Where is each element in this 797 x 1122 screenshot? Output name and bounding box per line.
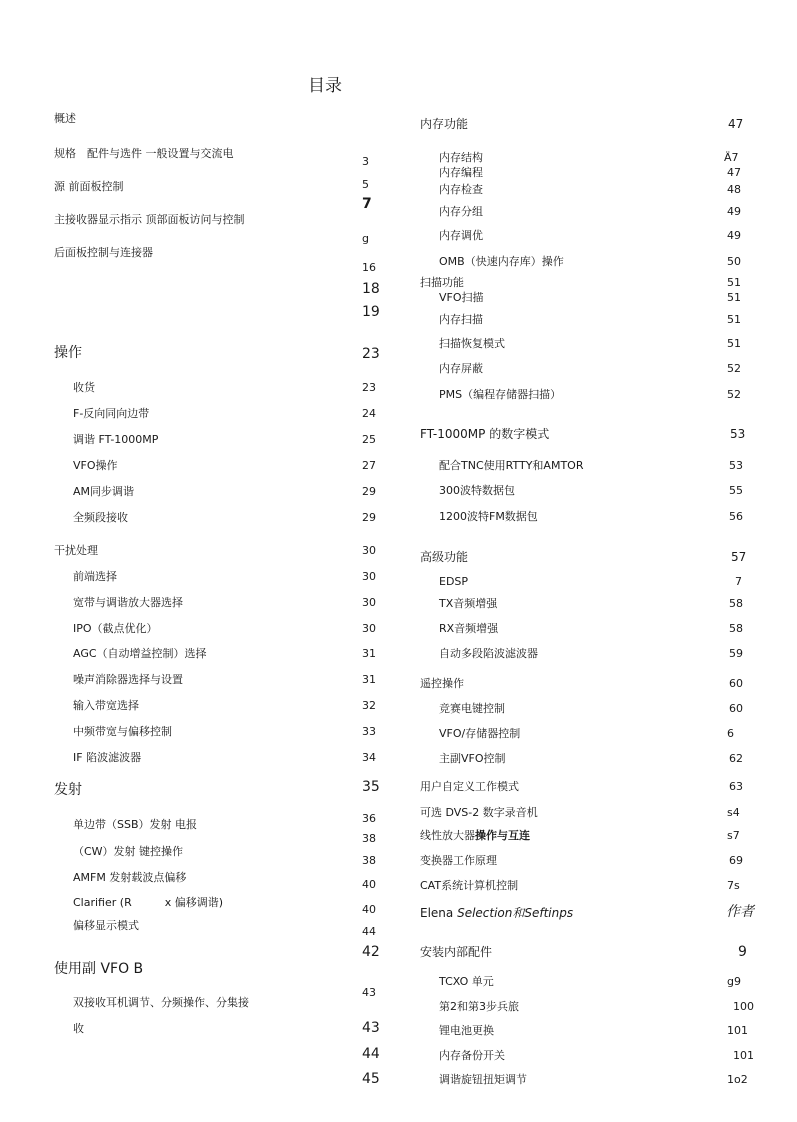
toc-entry: AMFM 发射载波点偏移 bbox=[73, 871, 187, 884]
page-number: 30 bbox=[362, 544, 376, 557]
toc-entry: RX音频增强 bbox=[439, 622, 499, 635]
page-number: 5 bbox=[362, 178, 369, 191]
toc-entry: 源 前面板控制 bbox=[54, 180, 124, 193]
toc-entry: EDSP bbox=[439, 575, 469, 588]
toc-entry: PMS（编程存储器扫描） bbox=[439, 388, 562, 401]
toc-section-heading: 发射 bbox=[54, 782, 82, 798]
toc-entry: 概述 bbox=[54, 112, 76, 125]
toc-entry: VFO操作 bbox=[73, 459, 118, 472]
page-number: 51 bbox=[727, 276, 741, 289]
toc-entry: 用户自定义工作模式 bbox=[420, 780, 519, 793]
toc-entry: 全频段接收 bbox=[73, 511, 128, 524]
toc-entry: 可选 DVS-2 数字录音机 bbox=[420, 806, 538, 819]
toc-entry bbox=[420, 830, 530, 841]
page-number: 32 bbox=[362, 699, 376, 712]
page-number: 44 bbox=[362, 925, 376, 938]
page-number: 53 bbox=[730, 427, 746, 441]
page-number: 3 bbox=[362, 155, 369, 168]
page-number: 57 bbox=[731, 550, 747, 564]
page-number: 47 bbox=[727, 166, 741, 179]
page-number: 42 bbox=[362, 944, 380, 960]
page-number: 7 bbox=[362, 196, 372, 212]
toc-entry: 内存检查 bbox=[439, 183, 483, 196]
toc-section-heading: FT-1000MP 的数字模式 bbox=[420, 427, 550, 441]
toc-entry: IF 陷波滤波器 bbox=[73, 751, 142, 764]
toc-entry: OMB（快速内存库）操作 bbox=[439, 255, 564, 268]
page-number: 33 bbox=[362, 725, 376, 738]
page-number: 58 bbox=[729, 597, 743, 610]
page-number: 101 bbox=[727, 1024, 748, 1037]
page-number: 56 bbox=[729, 510, 743, 523]
toc-section-heading: 内存功能 bbox=[420, 117, 469, 131]
page-number: 53 bbox=[729, 459, 743, 472]
toc-section-heading: 高级功能 bbox=[420, 550, 469, 564]
toc-section-heading: 安装内部配件 bbox=[420, 945, 493, 959]
page-number: 16 bbox=[362, 261, 376, 274]
toc-entry: 内存备份开关 bbox=[439, 1049, 505, 1062]
toc-entry: TX音频增强 bbox=[439, 597, 498, 610]
toc-entry: 配合TNC使用RTTY和AMTOR bbox=[439, 459, 584, 472]
page-number: 6 bbox=[727, 727, 734, 740]
toc-entry: 前端选择 bbox=[73, 570, 117, 583]
page-number: 31 bbox=[362, 647, 376, 660]
toc-entry: 1200波特FM数据包 bbox=[439, 510, 538, 523]
toc-entry: 锂电池更换 bbox=[439, 1024, 494, 1037]
toc-entry-bold-text: 操作与互连 bbox=[475, 829, 530, 842]
toc-section-heading: 操作 bbox=[54, 345, 82, 361]
page-number: 30 bbox=[362, 570, 376, 583]
page-number: 48 bbox=[727, 183, 741, 196]
toc-section-heading: 使用副 VFO B bbox=[54, 961, 144, 977]
toc-entry: 双接收耳机调节、分频操作、分集接 bbox=[73, 996, 249, 1009]
toc-entry: 变换器工作原理 bbox=[420, 854, 497, 867]
page-number: 100 bbox=[733, 1000, 754, 1013]
toc-entry: 扫描功能 bbox=[420, 276, 464, 289]
page-number: 60 bbox=[729, 702, 743, 715]
toc-entry: 调谐旋钮扭矩调节 bbox=[439, 1073, 527, 1086]
toc-entry: 输入带宽选择 bbox=[73, 699, 139, 712]
toc-entry: 收货 bbox=[73, 381, 95, 394]
page-number: 31 bbox=[362, 673, 376, 686]
page-number: g9 bbox=[727, 975, 741, 988]
page-number: 24 bbox=[362, 407, 376, 420]
toc-entry: VFO扫描 bbox=[439, 291, 484, 304]
toc-entry: 扫描恢复模式 bbox=[439, 337, 505, 350]
page-number: 18 bbox=[362, 281, 380, 297]
toc-entry-text: Elena bbox=[420, 906, 458, 920]
page-number: 40 bbox=[362, 903, 376, 916]
toc-entry: 内存扫描 bbox=[439, 313, 483, 326]
page-number: s7 bbox=[727, 829, 740, 842]
page-number: 25 bbox=[362, 433, 376, 446]
toc-entry: 300波特数据包 bbox=[439, 484, 515, 497]
page-number: 51 bbox=[727, 337, 741, 350]
toc-entry: CAT系统计算机控制 bbox=[420, 879, 519, 892]
page-number: 52 bbox=[727, 362, 741, 375]
page-number: 23 bbox=[362, 346, 380, 362]
toc-entry: 偏移显示模式 bbox=[73, 919, 139, 932]
page-number: 49 bbox=[727, 229, 741, 242]
toc-entry: 内存编程 bbox=[439, 166, 483, 179]
toc-entry: 后面板控制与连接器 bbox=[54, 246, 153, 259]
page-number: 63 bbox=[729, 780, 743, 793]
page-number: 30 bbox=[362, 596, 376, 609]
page-number: 38 bbox=[362, 832, 376, 845]
page-number: 7 bbox=[735, 575, 742, 588]
page-title: 目录 bbox=[308, 76, 342, 96]
page-number: 40 bbox=[362, 878, 376, 891]
page-number: 44 bbox=[362, 1046, 380, 1062]
page-number: 60 bbox=[729, 677, 743, 690]
page-number: 作者 bbox=[726, 904, 754, 920]
page-number: 43 bbox=[362, 1020, 380, 1036]
toc-entry: 宽带与调谐放大器选择 bbox=[73, 596, 183, 609]
toc-entry: 规格 配件与选件 一般设置与交流电 bbox=[54, 147, 234, 160]
page-number: 7s bbox=[727, 879, 740, 892]
page-number: 34 bbox=[362, 751, 376, 764]
page-number: Ä7 bbox=[724, 151, 739, 164]
page-number: 45 bbox=[362, 1071, 380, 1087]
page-number: 58 bbox=[729, 622, 743, 635]
toc-entry: 主副VFO控制 bbox=[439, 752, 506, 765]
page-number: 43 bbox=[362, 986, 376, 999]
toc-entry: 竞赛电键控制 bbox=[439, 702, 505, 715]
toc-entry-text: 线性放大器 bbox=[420, 829, 475, 842]
toc-entry: 中频带宽与偏移控制 bbox=[73, 725, 172, 738]
toc-entry-italic-text: Selection和Seftinps bbox=[457, 906, 574, 920]
toc-entry: AM同步调谐 bbox=[73, 485, 135, 498]
toc-entry: 收 bbox=[73, 1022, 84, 1035]
page-number: s4 bbox=[727, 806, 740, 819]
page-number: 47 bbox=[728, 117, 744, 131]
toc-entry: F-反向同向边带 bbox=[73, 407, 150, 420]
page-number: 35 bbox=[362, 779, 380, 795]
page-number: g bbox=[362, 232, 369, 245]
page-number: 62 bbox=[729, 752, 743, 765]
page-number: 51 bbox=[727, 313, 741, 326]
toc-entry: 内存结构 bbox=[439, 151, 483, 164]
toc-entry: 噪声消除器选择与设置 bbox=[73, 673, 183, 686]
toc-entry: TCXO 单元 bbox=[439, 975, 494, 988]
page-number: 49 bbox=[727, 205, 741, 218]
toc-entry: 内存调优 bbox=[439, 229, 483, 242]
toc-entry: 内存屏蔽 bbox=[439, 362, 483, 375]
toc-entry: AGC（自动增益控制）选择 bbox=[73, 647, 207, 660]
page-number: 59 bbox=[729, 647, 743, 660]
page-number: 101 bbox=[733, 1049, 754, 1062]
toc-entry: Clarifier (R x 偏移调谐) bbox=[73, 896, 224, 909]
page-number: 51 bbox=[727, 291, 741, 304]
page-number: 27 bbox=[362, 459, 376, 472]
toc-entry: VFO/存储器控制 bbox=[439, 727, 521, 740]
page-number: 55 bbox=[729, 484, 743, 497]
toc-entry: 第2和第3步兵旅 bbox=[439, 1000, 519, 1013]
page-number: 1o2 bbox=[727, 1073, 748, 1086]
toc-entry: IPO（截点优化） bbox=[73, 622, 158, 635]
page-number: 23 bbox=[362, 381, 376, 394]
toc-entry bbox=[420, 907, 573, 919]
page-number: 29 bbox=[362, 485, 376, 498]
toc-entry: 干扰处理 bbox=[54, 544, 98, 557]
page-number: 38 bbox=[362, 854, 376, 867]
toc-entry: 主接收器显示指示 顶部面板访问与控制 bbox=[54, 213, 245, 226]
toc-entry: 内存分组 bbox=[439, 205, 483, 218]
toc-entry: 自动多段陷波滤波器 bbox=[439, 647, 538, 660]
page-number: 9 bbox=[738, 944, 747, 960]
toc-entry: 遥控操作 bbox=[420, 677, 464, 690]
page-number: 29 bbox=[362, 511, 376, 524]
toc-entry: 单边带（SSB）发射 电报 bbox=[73, 818, 198, 831]
page-number: 69 bbox=[729, 854, 743, 867]
page-number: 19 bbox=[362, 304, 380, 320]
page-number: 52 bbox=[727, 388, 741, 401]
toc-entry: （CW）发射 键控操作 bbox=[73, 845, 184, 858]
page-number: 36 bbox=[362, 812, 376, 825]
toc-entry: 调谐 FT-1000MP bbox=[73, 433, 159, 446]
page-number: 30 bbox=[362, 622, 376, 635]
page-number: 50 bbox=[727, 255, 741, 268]
